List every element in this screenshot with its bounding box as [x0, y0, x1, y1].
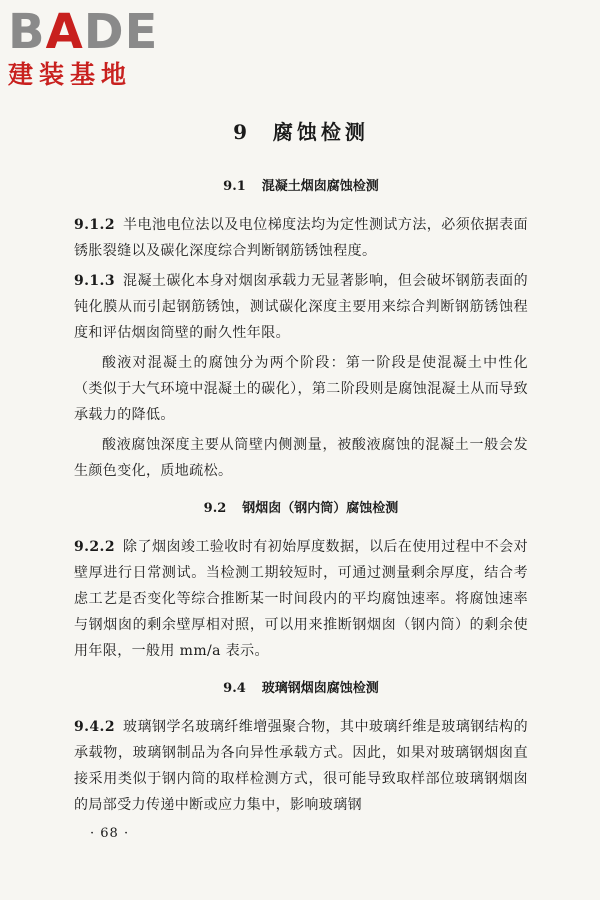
paragraph-text: 半电池电位法以及电位梯度法均为定性测试方法，必须依据表面锈胀裂缝以及碳化深度综合判断钢筋锈蚀程度。 [74, 217, 528, 259]
chapter-title [74, 118, 528, 146]
clause-number: 9.2.2 [74, 539, 115, 555]
clause-number: 9.1.3 [74, 273, 115, 289]
section-heading [74, 498, 528, 520]
watermark-logo [8, 6, 178, 90]
document-page [74, 118, 528, 822]
body-paragraph: 酸液对混凝土的腐蚀分为两个阶段：第一阶段是使混凝土中性化（类似于大气环境中混凝土的碳化），第二阶段则是腐蚀混凝土从而导致承载力的降低。 [74, 355, 528, 423]
section-heading [74, 678, 528, 700]
chapter-heading: 腐蚀检测 [272, 120, 369, 144]
clause-paragraph [74, 714, 528, 818]
paragraph-text: 混凝土碳化本身对烟囱承载力无显著影响，但会破坏钢筋表面的钝化膜从而引起钢筋锈蚀，测试碳化深度主要用来综合判断钢筋锈蚀程度和评估烟囱筒壁的耐久性年限。 [74, 273, 528, 341]
section-title-text: 钢烟囱（钢内筒）腐蚀检测 [242, 501, 399, 516]
section-title-text: 玻璃钢烟囱腐蚀检测 [261, 681, 379, 696]
body-paragraph: 酸液腐蚀深度主要从筒壁内侧测量，被酸液腐蚀的混凝土一般会发生颜色变化，质地疏松。 [74, 437, 528, 479]
section-number: 9.1 [223, 179, 246, 194]
chapter-number: 9 [233, 120, 251, 144]
clause-number: 9.4.2 [74, 719, 115, 735]
brand-subtitle: 建装基地 [8, 60, 133, 89]
section-title-text: 混凝土烟囱腐蚀检测 [261, 179, 379, 194]
section-heading [74, 176, 528, 198]
paragraph-text: 除了烟囱竣工验收时有初始厚度数据，以后在使用过程中不会对壁厚进行日常测试。当检测工期较短时，可通过测量剩余厚度，结合考虑工艺是否变化等综合推断某一时间段内的平均腐蚀速率。将腐蚀速率与钢烟囱的剩余壁厚相对照，可以用来推断钢烟囱（钢内筒）的剩余使用年限，一般用 mm/a 表示。 [74, 539, 528, 659]
section-number: 9.4 [223, 681, 246, 696]
page-number: · 68 · [90, 826, 130, 841]
brand-logo: BADE [8, 4, 159, 60]
clause-paragraph [74, 534, 528, 664]
section-number: 9.2 [203, 501, 227, 516]
clause-number: 9.1.2 [74, 217, 115, 233]
clause-paragraph [74, 212, 528, 264]
paragraph-text: 玻璃钢学名玻璃纤维增强聚合物，其中玻璃纤维是玻璃钢结构的承载物，玻璃钢制品为各向异性承载方式。因此，如果对玻璃钢烟囱直接采用类似于钢内筒的取样检测方式，很可能导致取样部位玻璃钢烟囱的局部受力传递中断或应力集中，影响玻璃钢 [74, 719, 528, 813]
clause-paragraph [74, 268, 528, 346]
